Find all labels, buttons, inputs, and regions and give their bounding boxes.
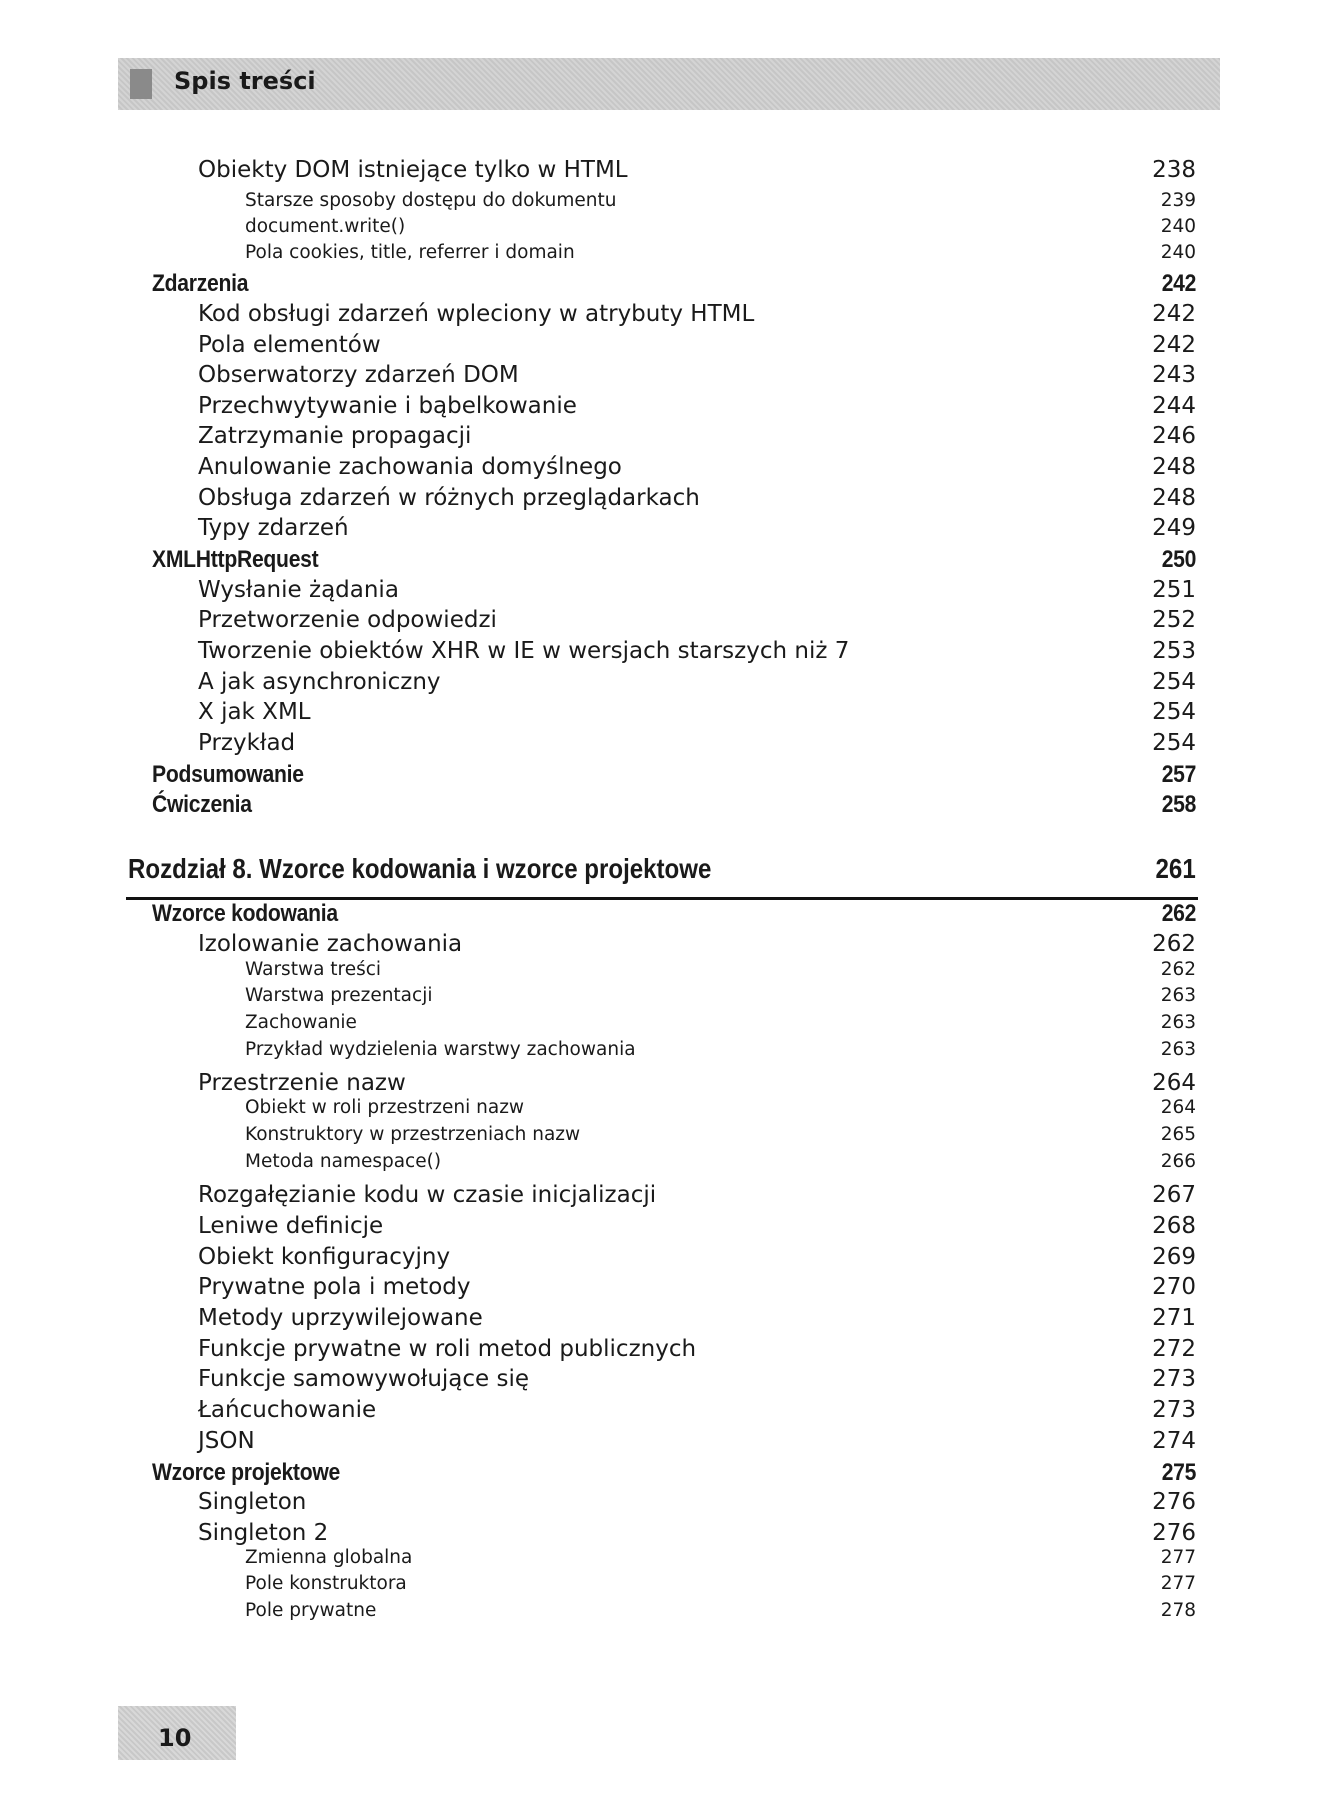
toc-entry-page: 263: [1160, 985, 1196, 1006]
toc-entry-page: 243: [1152, 362, 1196, 388]
toc-entry-title: X jak XML: [198, 699, 311, 725]
toc-entry-page: 242: [1152, 301, 1196, 327]
toc-entry-title: Zmienna globalna: [245, 1547, 413, 1568]
toc-entry-level-2[interactable]: [198, 699, 1196, 730]
toc-entry-title: Singleton 2: [198, 1520, 329, 1546]
toc-entry-title: Konstruktory w przestrzeniach nazw: [245, 1124, 581, 1145]
toc-entry-page: 270: [1152, 1274, 1196, 1300]
toc-entry-title: Metoda namespace(): [245, 1151, 442, 1172]
toc-entry-title: Leniwe definicje: [198, 1213, 384, 1239]
toc-entry-page: 238: [1152, 157, 1196, 183]
toc-entry-page: 239: [1160, 190, 1196, 211]
toc-entry-title: Przestrzenie nazw: [198, 1070, 406, 1096]
toc-entry-title: Metody uprzywilejowane: [198, 1305, 483, 1331]
toc-entry-page: 262: [1152, 931, 1196, 957]
toc-entry-title: Funkcje prywatne w roli metod publicznych: [198, 1336, 697, 1362]
toc-entry-level-2[interactable]: [198, 1274, 1196, 1305]
toc-entry-page: 254: [1152, 730, 1196, 756]
toc-entry-level-2[interactable]: [198, 638, 1196, 669]
toc-entry-level-2[interactable]: [198, 423, 1196, 454]
toc-entry-level-2[interactable]: [198, 157, 1196, 188]
toc-entry-level-2[interactable]: [198, 931, 1196, 962]
toc-entry-level-3[interactable]: [245, 242, 1196, 269]
toc-entry-page: 248: [1152, 485, 1196, 511]
toc-entry-level-3[interactable]: [245, 1124, 1196, 1151]
toc-entry-page: 242: [1161, 270, 1196, 297]
toc-entry-page: 240: [1160, 216, 1196, 237]
toc-entry-level-1[interactable]: [152, 791, 1196, 822]
toc-entry-title: Podsumowanie: [152, 761, 304, 788]
toc-entry-level-2[interactable]: [198, 669, 1196, 700]
toc-entry-page: 258: [1161, 791, 1196, 818]
toc-entry-title: Rozgałęzianie kodu w czasie inicjalizacji: [198, 1182, 657, 1208]
toc-entry-level-1[interactable]: [152, 270, 1196, 301]
toc-entry-page: 240: [1160, 242, 1196, 263]
toc-entry-level-3[interactable]: [245, 1600, 1196, 1627]
toc-entry-title: Łańcuchowanie: [198, 1397, 377, 1423]
page-number-box: [118, 1706, 236, 1760]
toc-entry-page: 278: [1160, 1600, 1196, 1621]
toc-entry-page: 257: [1161, 761, 1196, 788]
toc-entry-level-3[interactable]: [245, 1012, 1196, 1039]
toc-entry-level-2[interactable]: [198, 1336, 1196, 1367]
chapter-heading[interactable]: [128, 853, 1196, 889]
toc-entry-page: 276: [1152, 1520, 1196, 1546]
toc-entry-page: 253: [1152, 638, 1196, 664]
toc-entry-page: 266: [1160, 1151, 1196, 1172]
running-header-title: Spis treści: [174, 67, 316, 95]
toc-entry-title: Pola elementów: [198, 332, 381, 358]
toc-entry-title: Kod obsługi zdarzeń wpleciony w atrybuty HTML: [198, 301, 755, 327]
toc-entry-title: Wzorce kodowania: [152, 900, 338, 927]
toc-entry-title: Warstwa treści: [245, 959, 382, 980]
toc-entry-level-2[interactable]: [198, 301, 1196, 332]
toc-entry-title: Prywatne pola i metody: [198, 1274, 471, 1300]
chapter-page: 261: [1155, 853, 1196, 884]
toc-entry-title: Przykład wydzielenia warstwy zachowania: [245, 1039, 636, 1060]
toc-entry-level-2[interactable]: [198, 1489, 1196, 1520]
toc-entry-page: 264: [1160, 1097, 1196, 1118]
header-marker: [130, 69, 152, 99]
toc-entry-page: 271: [1152, 1305, 1196, 1331]
toc-entry-page: 273: [1152, 1397, 1196, 1423]
toc-entry-level-2[interactable]: [198, 1305, 1196, 1336]
toc-entry-title: Zachowanie: [245, 1012, 357, 1033]
toc-entry-page: 263: [1160, 1039, 1196, 1060]
page-number: 10: [158, 1724, 192, 1752]
toc-entry-title: Pole konstruktora: [245, 1573, 407, 1594]
toc-entry-page: 264: [1152, 1070, 1196, 1096]
toc-entry-title: Obiekty DOM istniejące tylko w HTML: [198, 157, 628, 183]
toc-entry-title: Wysłanie żądania: [198, 577, 399, 603]
toc-entry-title: document.write(): [245, 216, 406, 237]
toc-entry-title: Zatrzymanie propagacji: [198, 423, 472, 449]
toc-entry-title: Pola cookies, title, referrer i domain: [245, 242, 575, 263]
toc-entry-page: 276: [1152, 1489, 1196, 1515]
toc-entry-title: Pole prywatne: [245, 1600, 377, 1621]
toc-entry-level-3[interactable]: [245, 1097, 1196, 1124]
toc-entry-page: 252: [1152, 607, 1196, 633]
toc-entry-title: Funkcje samowywołujące się: [198, 1366, 530, 1392]
toc-entry-level-2[interactable]: [198, 515, 1196, 546]
toc-entry-title: Obiekt w roli przestrzeni nazw: [245, 1097, 525, 1118]
toc-entry-page: 269: [1152, 1244, 1196, 1270]
toc-entry-level-2[interactable]: [198, 577, 1196, 608]
toc-entry-page: 250: [1161, 546, 1196, 573]
toc-entry-title: Przykład: [198, 730, 296, 756]
toc-entry-level-1[interactable]: [152, 900, 1196, 931]
toc-entry-page: 242: [1152, 332, 1196, 358]
toc-entry-page: 262: [1160, 959, 1196, 980]
toc-entry-title: Przetworzenie odpowiedzi: [198, 607, 497, 633]
toc-entry-level-1[interactable]: [152, 546, 1196, 577]
toc-entry-level-2[interactable]: [198, 1244, 1196, 1275]
toc-entry-level-2[interactable]: [198, 1213, 1196, 1244]
toc-entry-title: Wzorce projektowe: [152, 1459, 340, 1486]
toc-entry-level-2[interactable]: [198, 485, 1196, 516]
toc-entry-title: Obiekt konfiguracyjny: [198, 1244, 451, 1270]
toc-entry-page: 277: [1160, 1547, 1196, 1568]
toc-entry-title: Tworzenie obiektów XHR w IE w wersjach starszych niż 7: [198, 638, 850, 664]
toc-entry-level-3[interactable]: [245, 216, 1196, 243]
toc-entry-level-2[interactable]: [198, 1182, 1196, 1213]
toc-entry-title: Anulowanie zachowania domyślnego: [198, 454, 622, 480]
toc-entry-title: Starsze sposoby dostępu do dokumentu: [245, 190, 617, 211]
toc-entry-title: JSON: [198, 1428, 255, 1454]
toc-entry-level-2[interactable]: [198, 362, 1196, 393]
toc-entry-title: Warstwa prezentacji: [245, 985, 433, 1006]
toc-entry-title: Typy zdarzeń: [198, 515, 349, 541]
running-header: [118, 58, 1220, 110]
toc-entry-page: 248: [1152, 454, 1196, 480]
toc-entry-level-1[interactable]: [152, 1459, 1196, 1490]
toc-entry-title: Izolowanie zachowania: [198, 931, 463, 957]
toc-entry-page: 268: [1152, 1213, 1196, 1239]
toc-entry-level-3[interactable]: [245, 1151, 1196, 1178]
toc-entry-page: 262: [1161, 900, 1196, 927]
toc-entry-title: XMLHttpRequest: [152, 546, 319, 573]
toc-entry-level-3[interactable]: [245, 1547, 1196, 1574]
toc-entry-title: Singleton: [198, 1489, 307, 1515]
toc-entry-title: A jak asynchroniczny: [198, 669, 441, 695]
toc-entry-title: Przechwytywanie i bąbelkowanie: [198, 393, 577, 419]
toc-entry-level-3[interactable]: [245, 985, 1196, 1012]
toc-entry-title: Ćwiczenia: [152, 791, 252, 818]
toc-entry-page: 273: [1152, 1366, 1196, 1392]
toc-entry-page: 275: [1161, 1459, 1196, 1486]
toc-entry-page: 254: [1152, 669, 1196, 695]
toc-entry-page: 246: [1152, 423, 1196, 449]
toc-entry-level-2[interactable]: [198, 1397, 1196, 1428]
toc-entry-page: 274: [1152, 1428, 1196, 1454]
chapter-rule: [126, 897, 1198, 900]
toc-entry-level-2[interactable]: [198, 607, 1196, 638]
toc-entry-level-3[interactable]: [245, 190, 1196, 217]
toc-entry-level-3[interactable]: [245, 1039, 1196, 1066]
toc-entry-level-2[interactable]: [198, 730, 1196, 761]
toc-entry-level-1[interactable]: [152, 761, 1196, 792]
toc-entry-page: 265: [1160, 1124, 1196, 1145]
chapter-title: Rozdział 8. Wzorce kodowania i wzorce projektowe: [128, 853, 712, 884]
toc-entry-page: 251: [1152, 577, 1196, 603]
toc-entry-page: 263: [1160, 1012, 1196, 1033]
toc-entry-level-2[interactable]: [198, 332, 1196, 363]
toc-entry-title: Obserwatorzy zdarzeń DOM: [198, 362, 519, 388]
toc-entry-level-2[interactable]: [198, 1428, 1196, 1459]
toc-entry-level-3[interactable]: [245, 1573, 1196, 1600]
toc-entry-title: Obsługa zdarzeń w różnych przeglądarkach: [198, 485, 700, 511]
toc-entry-page: 272: [1152, 1336, 1196, 1362]
toc-entry-title: Zdarzenia: [152, 270, 249, 297]
toc-entry-page: 249: [1152, 515, 1196, 541]
toc-entry-page: 277: [1160, 1573, 1196, 1594]
toc-entry-page: 254: [1152, 699, 1196, 725]
toc-entry-level-2[interactable]: [198, 1366, 1196, 1397]
toc-entry-level-2[interactable]: [198, 454, 1196, 485]
toc-entry-page: 267: [1152, 1182, 1196, 1208]
toc-entry-level-3[interactable]: [245, 959, 1196, 986]
toc-entry-level-2[interactable]: [198, 393, 1196, 424]
toc-entry-page: 244: [1152, 393, 1196, 419]
